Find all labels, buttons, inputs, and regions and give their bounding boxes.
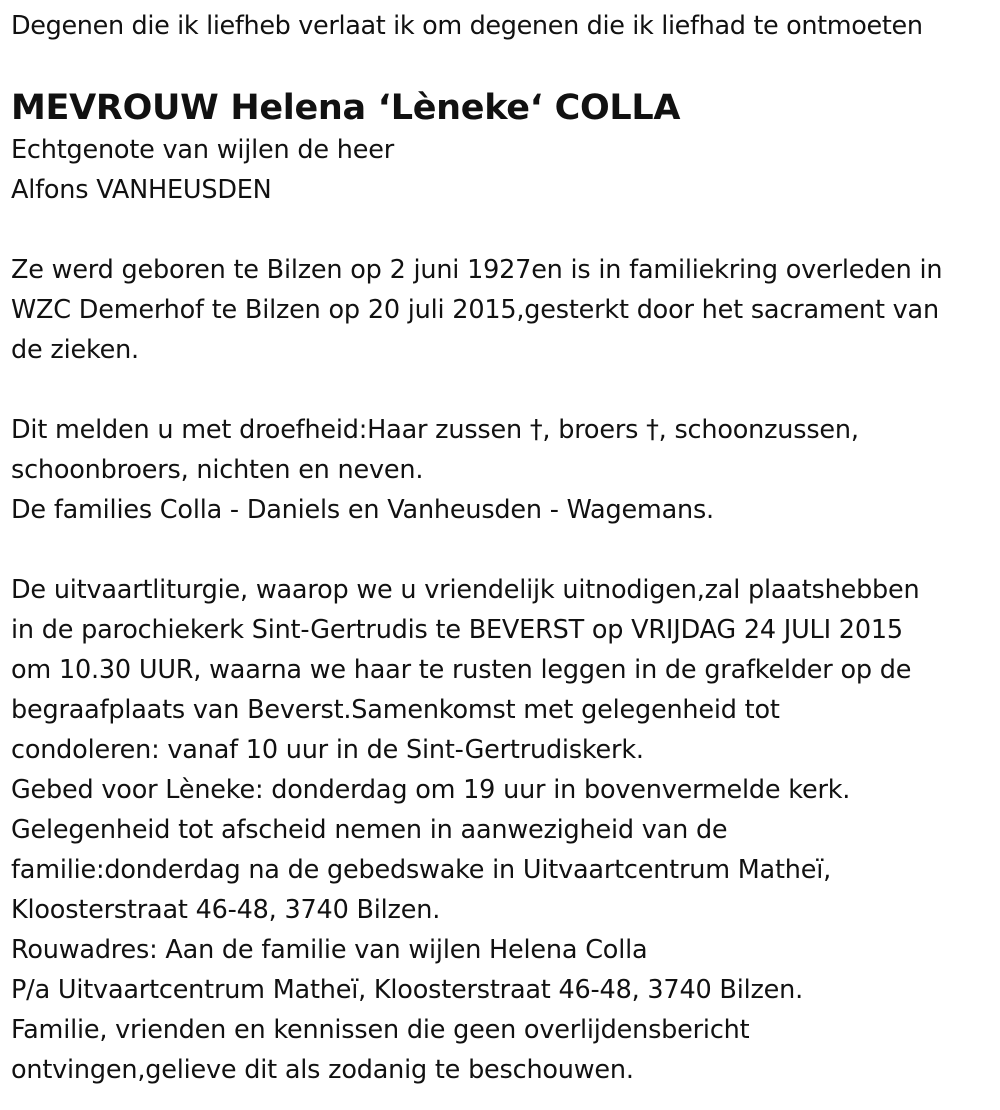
funeral-line: P/a Uitvaartcentrum Matheï, Kloosterstraat 46-48, 3740 Bilzen. bbox=[11, 975, 804, 1005]
announcement-line: Dit melden u met droefheid:Haar zussen †, broers †, schoonzussen, bbox=[11, 415, 859, 445]
birth-death-line: Ze werd geboren te Bilzen op 2 juni 1927en is in familiekring overleden in bbox=[11, 255, 943, 285]
funeral-line: Rouwadres: Aan de familie van wijlen Helena Colla bbox=[11, 935, 648, 965]
funeral-line: Familie, vrienden en kennissen die geen overlijdensbericht bbox=[11, 1015, 750, 1045]
birth-death-line: de zieken. bbox=[11, 335, 139, 365]
birth-death-line: WZC Demerhof te Bilzen op 20 juli 2015,gesterkt door het sacrament van bbox=[11, 295, 939, 325]
obituary-notice bbox=[11, 6, 996, 1090]
funeral-paragraph bbox=[11, 570, 996, 1090]
funeral-line: De uitvaartliturgie, waarop we u vriendelijk uitnodigen,zal plaatshebben bbox=[11, 575, 920, 605]
funeral-line: Gelegenheid tot afscheid nemen in aanwezigheid van de bbox=[11, 815, 728, 845]
deceased-name: MEVROUW Helena ‘Lèneke‘ COLLA bbox=[11, 88, 681, 128]
funeral-line: om 10.30 UUR, waarna we haar te rusten leggen in de grafkelder op de bbox=[11, 655, 912, 685]
announcement-paragraph bbox=[11, 410, 996, 530]
spouse-line: Alfons VANHEUSDEN bbox=[11, 175, 272, 205]
funeral-line: ontvingen,gelieve dit als zodanig te beschouwen. bbox=[11, 1055, 634, 1085]
motto: Degenen die ik liefheb verlaat ik om degenen die ik liefhad te ontmoeten bbox=[11, 11, 923, 41]
funeral-line: in de parochiekerk Sint-Gertrudis te BEVERST op VRIJDAG 24 JULI 2015 bbox=[11, 615, 903, 645]
announcement-line: De families Colla - Daniels en Vanheusden - Wagemans. bbox=[11, 495, 714, 525]
funeral-line: begraafplaats van Beverst.Samenkomst met gelegenheid tot bbox=[11, 695, 780, 725]
funeral-line: Kloosterstraat 46-48, 3740 Bilzen. bbox=[11, 895, 441, 925]
funeral-line: Gebed voor Lèneke: donderdag om 19 uur in bovenvermelde kerk. bbox=[11, 775, 851, 805]
funeral-line: familie:donderdag na de gebedswake in Uitvaartcentrum Matheï, bbox=[11, 855, 832, 885]
spouse-line: Echtgenote van wijlen de heer bbox=[11, 135, 394, 165]
announcement-line: schoonbroers, nichten en neven. bbox=[11, 455, 424, 485]
birth-death-paragraph bbox=[11, 250, 996, 370]
spouse-paragraph bbox=[11, 130, 996, 210]
funeral-line: condoleren: vanaf 10 uur in de Sint-Gertrudiskerk. bbox=[11, 735, 644, 765]
